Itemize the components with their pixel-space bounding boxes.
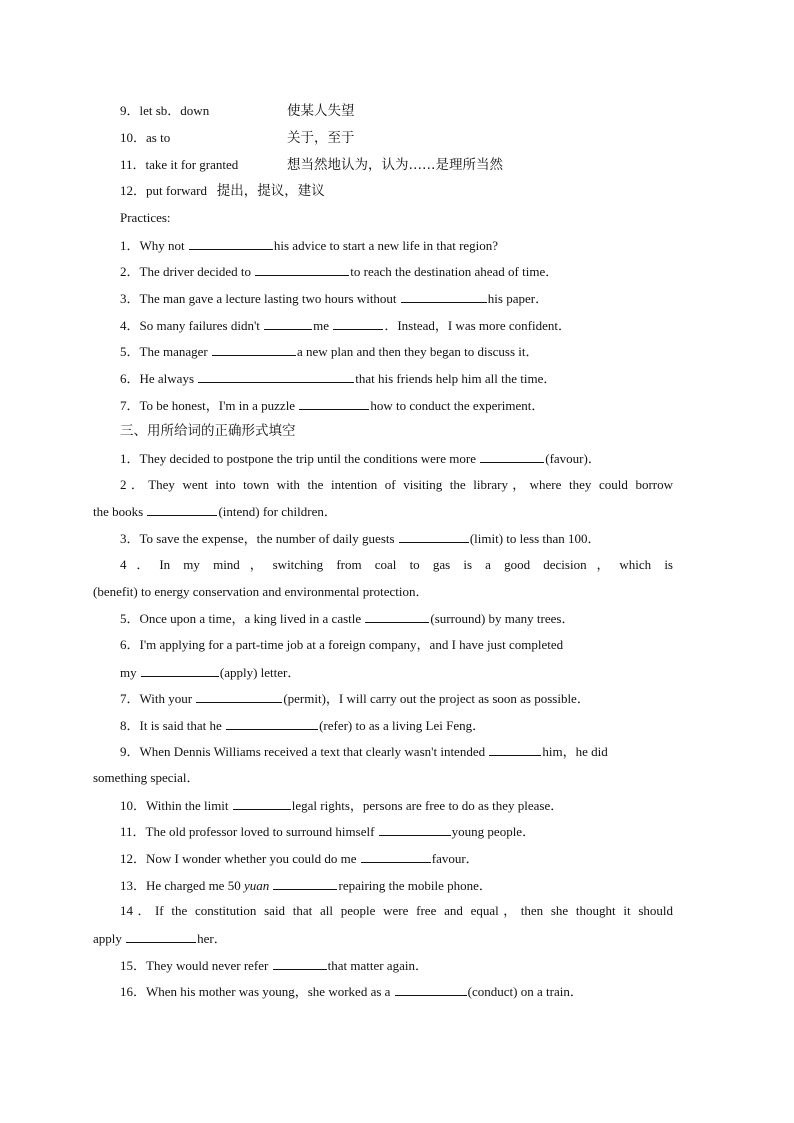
phrase-chinese: 想当然地认为，认为……是理所当然 (287, 157, 503, 173)
answer-blank[interactable] (299, 397, 369, 410)
phrase-chinese: 关于，至于 (287, 130, 355, 146)
answer-blank[interactable] (126, 930, 196, 943)
practice-item: 5．The manager a new plan and then they began to discuss it． (120, 344, 539, 359)
answer-blank[interactable] (196, 690, 282, 703)
answer-blank[interactable] (401, 290, 487, 303)
answer-blank[interactable] (361, 850, 431, 863)
question-line: 8．It is said that he (refer) to as a living Lei Feng． (120, 718, 486, 733)
practice-item: 6．He always that his friends help him all the time． (120, 371, 557, 386)
answer-blank[interactable] (273, 877, 337, 890)
question-line: my (apply) letter． (120, 665, 301, 680)
answer-blank[interactable] (273, 957, 327, 970)
question-line: 12．Now I wonder whether you could do me favour． (120, 851, 479, 866)
answer-blank[interactable] (395, 983, 467, 996)
answer-blank[interactable] (379, 823, 451, 836)
answer-blank[interactable] (226, 717, 318, 730)
answer-blank[interactable] (333, 317, 383, 330)
question-line: 15．They would never refer that matter again． (120, 958, 428, 973)
phrase-item (120, 157, 503, 173)
answer-blank[interactable] (233, 797, 291, 810)
phrase-english: 11．take it for granted (120, 157, 239, 172)
phrase-item (120, 183, 325, 199)
question-line: 4．In my mind，switching from coal to gas is a good decision，which is (120, 557, 673, 572)
section-title: 三、用所给词的正确形式填空 (120, 423, 296, 439)
practices-label: Practices: (120, 210, 171, 225)
phrase-item (120, 130, 355, 146)
practice-item: 4．So many failures didn't me ．Instead，I was more confident． (120, 318, 571, 333)
answer-blank[interactable] (255, 263, 349, 276)
answer-blank[interactable] (189, 237, 273, 250)
practice-item: 2．The driver decided to to reach the destination ahead of time． (120, 264, 559, 279)
practice-item: 7．To be honest，I'm in a puzzle how to conduct the experiment． (120, 398, 545, 413)
question-line: 2．They went into town with the intention of visiting the library，where they could borrow (120, 477, 673, 492)
question-line: (benefit) to energy conservation and environmental protection． (93, 584, 429, 599)
answer-blank[interactable] (198, 370, 354, 383)
question-line: 3．To save the expense，the number of daily guests (limit) to less than 100． (120, 531, 601, 546)
question-line: something special． (93, 770, 200, 785)
question-line: 9．When Dennis Williams received a text that clearly wasn't intended him，he did (120, 744, 608, 759)
answer-blank[interactable] (489, 743, 541, 756)
phrase-english: 9．let sb．down (120, 103, 210, 118)
phrase-english: 12．put forward (120, 183, 208, 198)
question-line: apply her． (93, 931, 227, 946)
phrase-chinese: 提出，提议，建议 (216, 183, 325, 199)
question-line: 1．They decided to postpone the trip until the conditions were more (favour)． (120, 451, 601, 466)
question-line: 7．With your (permit)，I will carry out the project as soon as possible． (120, 691, 590, 706)
answer-blank[interactable] (212, 343, 296, 356)
question-line: 11．The old professor loved to surround himself young people． (120, 824, 536, 839)
question-line: 14．If the constitution said that all people were free and equal，then she thought it should (120, 903, 673, 918)
phrase-chinese: 使某人失望 (287, 103, 355, 119)
answer-blank[interactable] (141, 664, 219, 677)
phrase-english: 10．as to (120, 130, 171, 145)
answer-blank[interactable] (264, 317, 312, 330)
phrase-item (120, 103, 355, 119)
question-line: 13．He charged me 50 yuan repairing the mobile phone． (120, 878, 492, 893)
question-line: 5．Once upon a time，a king lived in a castle (surround) by many trees． (120, 611, 575, 626)
answer-blank[interactable] (399, 530, 469, 543)
question-line: the books (intend) for children． (93, 504, 337, 519)
question-line: 6．I'm applying for a part-time job at a foreign company，and I have just completed (120, 637, 564, 652)
practice-item: 3．The man gave a lecture lasting two hours without his paper． (120, 291, 549, 306)
answer-blank[interactable] (147, 503, 217, 516)
practice-item: 1．Why not his advice to start a new life in that region? (120, 238, 499, 253)
answer-blank[interactable] (480, 450, 544, 463)
question-line: 16．When his mother was young，she worked as a (conduct) on a train． (120, 984, 583, 999)
answer-blank[interactable] (365, 610, 429, 623)
question-line: 10．Within the limit legal rights，persons are free to do as they please． (120, 798, 564, 813)
